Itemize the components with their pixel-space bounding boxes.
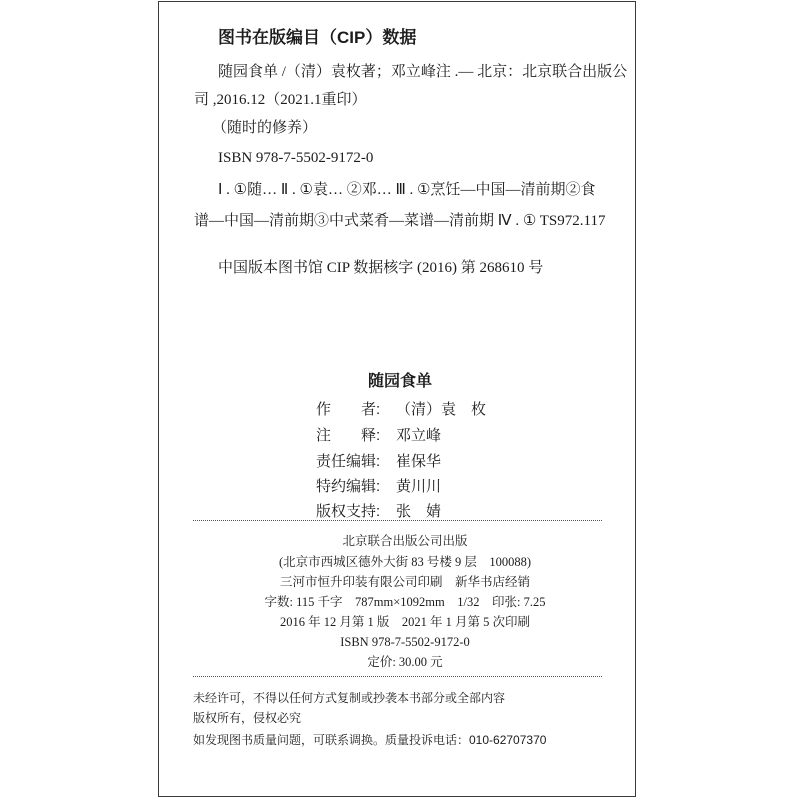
book-specs: 字数: 115 千字 787mm×1092mm 1/32 印张: 7.25 [264, 595, 546, 609]
cip-subject-line-1: Ⅰ . ①随… Ⅱ . ①袁… ②邓… Ⅲ . ①烹饪—中国—清前期②食 [218, 182, 596, 198]
credit-special-editor [316, 477, 441, 497]
price: 定价: 30.00 元 [367, 655, 443, 669]
dotted-divider [193, 520, 602, 521]
publisher-address: (北京市西城区德外大街 83 号楼 9 层 100088) [278, 555, 532, 569]
dotted-divider [193, 676, 602, 677]
notice-copyright: 版权所有，侵权必究 [193, 711, 302, 725]
cip-heading: 图书在版编目（CIP）数据 [218, 28, 417, 47]
credit-label: 作 者: [316, 401, 381, 418]
cip-subject-line-2: 谱—中国—清前期③中式菜肴—菜谱—清前期 Ⅳ . ① TS972.117 [194, 213, 606, 229]
publisher: 北京联合出版公司出版 [342, 534, 468, 548]
credit-value: 黄川川 [396, 478, 442, 495]
notice-reproduction: 未经许可，不得以任何方式复制或抄袭本书部分或全部内容 [193, 691, 506, 705]
credit-value: （清）袁 枚 [396, 401, 487, 418]
credit-responsible-editor [316, 452, 441, 472]
credit-label: 责任编辑: [316, 453, 381, 470]
credit-label: 特约编辑: [316, 478, 381, 495]
cip-series: （随时的修养） [212, 120, 318, 136]
cip-number: 中国版本图书馆 CIP 数据核字 (2016) 第 268610 号 [218, 260, 544, 276]
cip-isbn: ISBN 978-7-5502-9172-0 [218, 150, 374, 166]
book-title: 随园食单 [367, 373, 432, 390]
edition-info: 2016 年 12 月第 1 版 2021 年 1 月第 5 次印刷 [279, 615, 530, 629]
credit-copyright-support [316, 502, 441, 522]
credit-label: 注 释: [316, 427, 381, 444]
cip-record-line-2: 司 ,2016.12（2021.1重印） [194, 92, 367, 108]
printer-distributor: 三河市恒升印装有限公司印刷 新华书店经销 [279, 575, 530, 589]
credit-annotator [316, 426, 441, 446]
isbn: ISBN 978-7-5502-9172-0 [340, 635, 470, 649]
credit-author [316, 400, 486, 420]
notice-quality-complaint: 如发现图书质量问题，可联系调换。质量投诉电话：010-62707370 [193, 733, 547, 747]
credit-label: 版权支持: [316, 503, 381, 520]
credit-value: 张 婧 [396, 503, 442, 520]
credit-value: 崔保华 [396, 453, 442, 470]
cip-record-line-1: 随园食单 /（清）袁枚著；邓立峰注 .— 北京：北京联合出版公 [218, 64, 628, 80]
credit-value: 邓立峰 [396, 427, 442, 444]
